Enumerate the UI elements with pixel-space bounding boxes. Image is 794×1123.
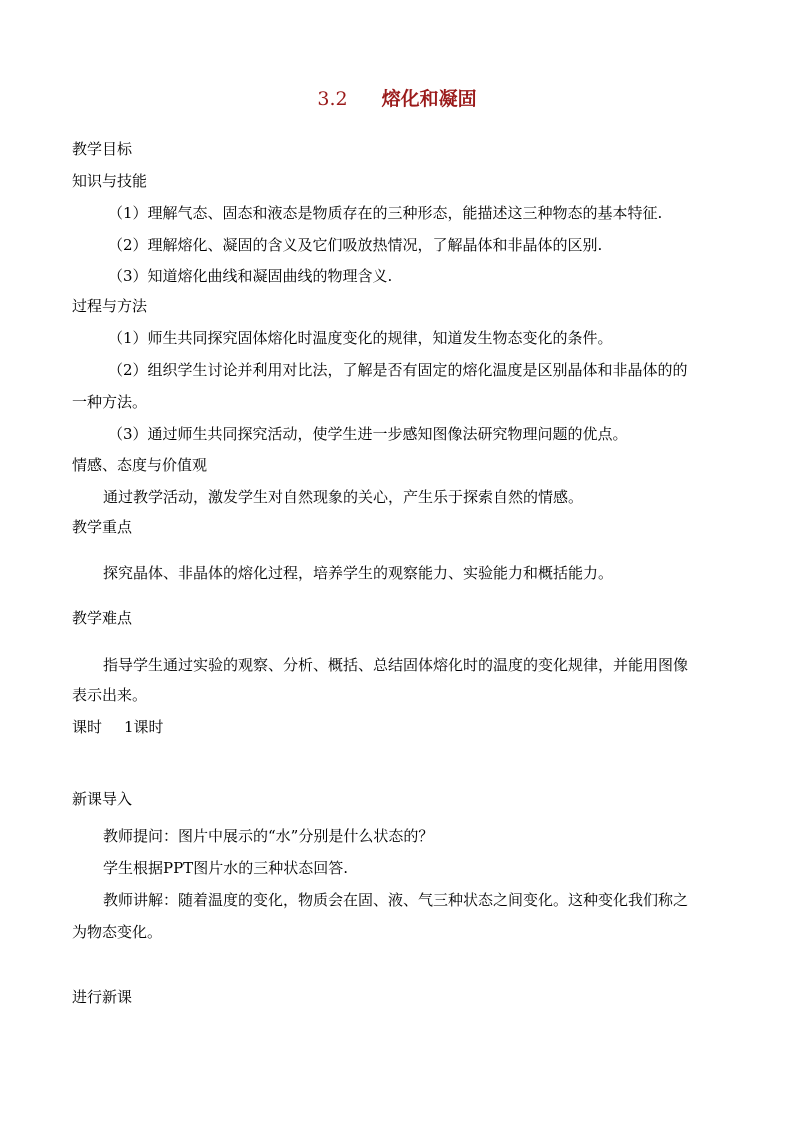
- knowledge-item: （1）理解气态、固态和液态是物质存在的三种形态，能描述这三种物态的基本特征.: [108, 204, 663, 222]
- title-number: 3.2: [317, 88, 348, 110]
- knowledge-item: （3）知道熔化曲线和凝固曲线的物理含义.: [108, 267, 393, 285]
- key-text: 探究晶体、非晶体的熔化过程，培养学生的观察能力、实验能力和概括能力。: [103, 564, 614, 582]
- intro-item: 教师讲解：随着温度的变化，物质会在固、液、气三种状态之间变化。这种变化我们称之: [103, 891, 689, 909]
- process-item: （1）师生共同探究固体熔化时温度变化的规律，知道发生物态变化的条件。: [108, 329, 613, 347]
- process-item: 一种方法。: [72, 393, 148, 411]
- period-value: 1课时: [124, 718, 164, 736]
- process-item: （3）通过师生共同探究活动，使学生进一步感知图像法研究物理问题的优点。: [108, 425, 628, 443]
- emotion-heading: 情感、态度与价值观: [72, 456, 208, 474]
- intro-item: 教师提问：图片中展示的“水”分别是什么状态的？: [103, 827, 434, 845]
- process-heading: 过程与方法: [72, 297, 148, 315]
- intro-item: 为物态变化。: [72, 923, 163, 941]
- intro-item: 学生根据PPT图片水的三种状态回答.: [103, 859, 348, 877]
- objectives-heading: 教学目标: [72, 140, 133, 158]
- knowledge-heading: 知识与技能: [72, 172, 148, 190]
- emotion-text: 通过教学活动，激发学生对自然现象的关心，产生乐于探索自然的情感。: [103, 488, 584, 506]
- difficulty-text: 指导学生通过实验的观察、分析、概括、总结固体熔化时的温度的变化规律，并能用图像: [103, 656, 689, 674]
- title-text: 熔化和凝固: [381, 88, 477, 110]
- intro-heading: 新课导入: [72, 790, 133, 808]
- period-line: [72, 717, 164, 737]
- difficulty-heading: 教学难点: [72, 609, 133, 627]
- document-title: [0, 86, 794, 112]
- new-lesson-heading: 进行新课: [72, 988, 133, 1006]
- knowledge-item: （2）理解熔化、凝固的含义及它们吸放热情况，了解晶体和非晶体的区别.: [108, 236, 603, 254]
- key-heading: 教学重点: [72, 518, 133, 536]
- difficulty-text: 表示出来。: [72, 686, 148, 704]
- process-item: （2）组织学生讨论并利用对比法，了解是否有固定的熔化温度是区别晶体和非晶体的的: [108, 361, 688, 379]
- period-label: 课时: [72, 718, 103, 736]
